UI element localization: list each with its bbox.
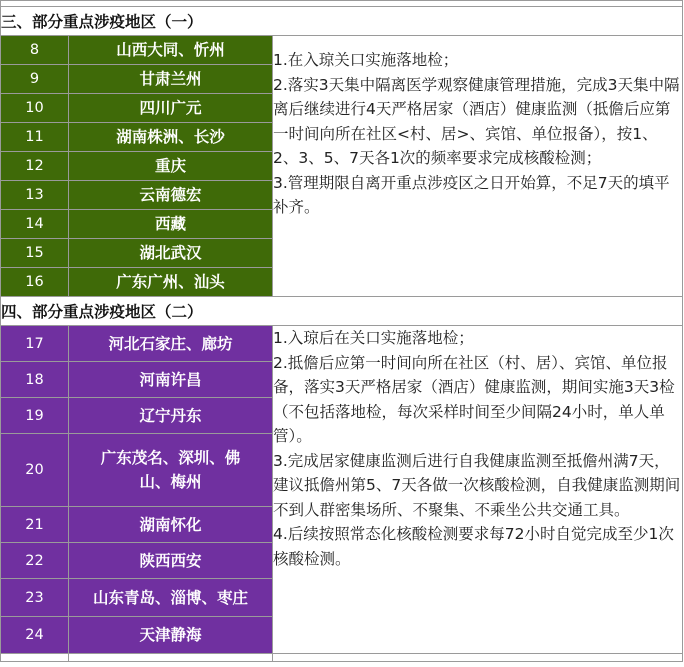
row-number: 15 (1, 239, 69, 268)
region-name: 四川广元 (69, 94, 273, 123)
measure-item: 4.后续按照常态化核酸检测要求每72小时自觉完成至少1次核酸检测。 (273, 525, 674, 568)
row-number: 24 (1, 617, 69, 654)
region-name: 陕西西安 (69, 543, 273, 579)
row-number: 19 (1, 398, 69, 434)
region-name: 天津静海 (69, 617, 273, 654)
row-number: 8 (1, 36, 69, 65)
region-name: 河北石家庄、廊坊 (69, 326, 273, 362)
region-name: 湖南株洲、长沙 (69, 123, 273, 152)
region-name: 山东青岛、淄博、枣庄 (69, 579, 273, 617)
row-number: 9 (1, 65, 69, 94)
measure-item: 2.落实3天集中隔离医学观察健康管理措施，完成3天集中隔离后继续进行4天严格居家（酒店）健康监测（抵儋后应第一时间向所在社区<村、居>、宾馆、单位报备），按1、2、3、5、7天各1次的频率要求完成核酸检测； (273, 75, 680, 167)
row-number: 20 (1, 434, 69, 507)
row-number: 17 (1, 326, 69, 362)
row-number: 13 (1, 181, 69, 210)
row-number: 12 (1, 152, 69, 181)
measure-item: 1.入琼后在关口实施落地检； (273, 329, 474, 347)
region-name: 辽宁丹东 (69, 398, 273, 434)
region-name: 湖北武汉 (69, 239, 273, 268)
row-number: 18 (1, 362, 69, 398)
section4-measures (273, 326, 683, 654)
region-name: 甘肃兰州 (69, 65, 273, 94)
row-number: 21 (1, 507, 69, 543)
region-name: 广东茂名、深圳、佛山、梅州 (69, 434, 273, 507)
region-name: 广东广州、汕头 (69, 268, 273, 297)
region-name: 湖南怀化 (69, 507, 273, 543)
region-name: 西藏 (69, 210, 273, 239)
row-number: 16 (1, 268, 69, 297)
region-name: 云南德宏 (69, 181, 273, 210)
measure-item: 2.抵儋后应第一时间向所在社区（村、居）、宾馆、单位报备，落实3天严格居家（酒店）健康监测，期间实施3天3检（不包括落地检，每次采样时间至少间隔24小时，单人单管）。 (273, 353, 675, 445)
row-number: 10 (1, 94, 69, 123)
row-number: 23 (1, 579, 69, 617)
measure-item: 3.管理期限自离开重点涉疫区之日开始算，不足7天的填平补齐。 (273, 173, 670, 216)
measure-item: 3.完成居家健康监测后进行自我健康监测至抵儋州满7天，建议抵儋州第5、7天各做一次核酸检测，自我健康监测期间不到人群密集场所、不聚集、不乘坐公共交通工具。 (273, 451, 681, 519)
row-number: 14 (1, 210, 69, 239)
section4-title: 四、部分重点涉疫地区（二） (1, 297, 683, 326)
region-name: 河南许昌 (69, 362, 273, 398)
row-number: 22 (1, 543, 69, 579)
measure-item: 1.在入琼关口实施落地检； (273, 51, 459, 69)
region-name: 山西大同、忻州 (69, 36, 273, 65)
region-name: 重庆 (69, 152, 273, 181)
section3-title: 三、部分重点涉疫地区（一） (1, 7, 683, 36)
section3-measures (273, 36, 683, 297)
row-number: 11 (1, 123, 69, 152)
